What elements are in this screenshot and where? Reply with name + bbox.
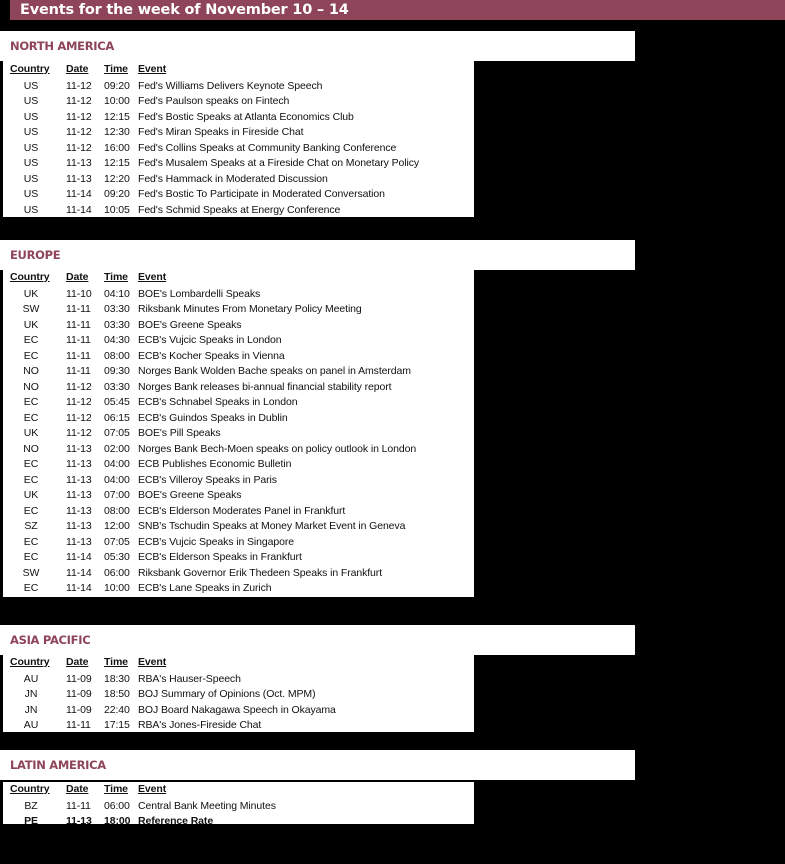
cell-country: EC <box>23 473 39 486</box>
cell-date: 11-13 <box>66 489 92 501</box>
cell-date: 11-12 <box>66 126 92 138</box>
section-title: LATIN AMERICA <box>0 750 635 780</box>
cell-time: 10:00 <box>104 95 130 107</box>
cell-event: Norges Bank releases bi-annual financial stability report <box>138 380 392 393</box>
table-row <box>3 411 474 427</box>
cell-event: ECB's Schnabel Speaks in London <box>138 396 298 408</box>
column-header-time: Time <box>104 783 128 795</box>
cell-country: EC <box>23 411 39 424</box>
table-row <box>3 535 474 551</box>
cell-country: NO <box>23 365 39 377</box>
cell-time: 03:30 <box>104 380 130 393</box>
column-header-date: Date <box>66 63 89 75</box>
table-row <box>3 203 474 219</box>
cell-time: 02:00 <box>104 442 130 455</box>
cell-time: 09:20 <box>104 79 130 92</box>
cell-time: 06:00 <box>104 799 130 812</box>
table-row <box>3 457 474 473</box>
cell-event: BOJ Summary of Opinions (Oct. MPM) <box>138 688 316 700</box>
cell-time: 22:40 <box>104 703 130 716</box>
column-header-date: Date <box>66 656 89 668</box>
table-row <box>3 110 474 126</box>
cell-event: ECB's Elderson Moderates Panel in Frankfurt <box>138 504 346 517</box>
cell-country: US <box>23 95 39 107</box>
cell-event: ECB's Kocher Speaks in Vienna <box>138 349 285 362</box>
cell-country: SW <box>22 566 40 579</box>
table-row <box>3 504 474 520</box>
cell-date: 11-14 <box>66 582 92 594</box>
cell-date: 11-11 <box>66 334 91 346</box>
cell-country: SW <box>22 303 40 315</box>
cell-time: 10:00 <box>104 582 130 594</box>
cell-time: 09:20 <box>104 188 130 200</box>
cell-country: UK <box>23 489 39 501</box>
cell-event: ECB's Guindos Speaks in Dublin <box>138 411 288 424</box>
cell-country: US <box>23 79 39 92</box>
table-row <box>3 672 474 688</box>
cell-country: JN <box>24 703 38 716</box>
cell-date: 11-13 <box>66 442 92 455</box>
cell-time: 06:00 <box>104 566 130 579</box>
table-row <box>3 349 474 365</box>
cell-time: 06:15 <box>104 411 130 424</box>
cell-time: 04:30 <box>104 334 130 346</box>
cell-event: Riksbank Governor Erik Thedeen Speaks in Frankfurt <box>138 566 383 579</box>
column-header-event: Event <box>138 271 167 283</box>
cell-event: RBA's Hauser-Speech <box>138 672 241 685</box>
table-row <box>3 380 474 396</box>
cell-event: Fed's Bostic Speaks at Atlanta Economics Club <box>138 110 354 123</box>
cell-time: 07:05 <box>104 535 130 548</box>
cell-date: 11-13 <box>66 535 92 548</box>
cell-date: 11-12 <box>66 396 92 408</box>
cell-time: 04:10 <box>104 287 130 300</box>
cell-country: SZ <box>24 520 38 532</box>
cell-time: 10:05 <box>104 203 130 216</box>
column-header-country: Country <box>10 63 50 75</box>
cell-event: BOE's Greene Speaks <box>138 489 242 501</box>
cell-country: EC <box>23 551 39 563</box>
cell-country: US <box>23 188 39 200</box>
cell-country: JN <box>24 688 38 700</box>
cell-event: Fed's Williams Delivers Keynote Speech <box>138 79 323 92</box>
table-row <box>3 187 474 203</box>
cell-time: 08:00 <box>104 349 130 362</box>
cell-country: AU <box>23 719 39 731</box>
cell-date: 11-13 <box>66 504 92 517</box>
cell-event: BOE's Pill Speaks <box>138 427 221 439</box>
cell-date: 11-12 <box>66 427 92 439</box>
cell-country: PE <box>24 815 38 827</box>
cell-country: EC <box>23 535 39 548</box>
cell-date: 11-09 <box>66 703 92 716</box>
table-row <box>3 94 474 110</box>
cell-time: 12:20 <box>104 172 130 185</box>
cell-country: AU <box>23 672 39 685</box>
cell-date: 11-12 <box>66 411 92 424</box>
column-header-time: Time <box>104 271 128 283</box>
cell-event: Central Bank Meeting Minutes <box>138 799 276 812</box>
table-row <box>3 703 474 719</box>
table-row <box>3 156 474 172</box>
cell-country: BZ <box>24 799 38 812</box>
cell-time: 18:00 <box>104 815 131 827</box>
table-row <box>3 488 474 504</box>
cell-country: UK <box>23 427 39 439</box>
cell-event: ECB's Lane Speaks in Zurich <box>138 582 272 594</box>
cell-time: 18:30 <box>104 672 130 685</box>
cell-event: Riksbank Minutes From Monetary Policy Meeting <box>138 303 362 315</box>
table-header-row <box>3 271 474 287</box>
cell-event: Norges Bank Bech-Moen speaks on policy outlook in London <box>138 442 417 455</box>
page-title: Events for the week of November 10 – 14 <box>10 0 785 20</box>
cell-date: 11-11 <box>66 365 91 377</box>
section-title: NORTH AMERICA <box>0 31 635 61</box>
cell-event: ECB's Vujcic Speaks in Singapore <box>138 535 294 548</box>
cell-event: ECB's Vujcic Speaks in London <box>138 334 282 346</box>
cell-time: 05:30 <box>104 551 130 563</box>
table-row <box>3 473 474 489</box>
table-row <box>3 550 474 566</box>
table-row <box>3 581 474 597</box>
column-header-date: Date <box>66 271 89 283</box>
cell-country: US <box>23 141 39 154</box>
table-row <box>3 519 474 535</box>
cell-event: Fed's Collins Speaks at Community Banking Conference <box>138 141 397 154</box>
cell-event: RBA's Jones-Fireside Chat <box>138 719 262 731</box>
table-row <box>3 799 474 815</box>
table-row <box>3 395 474 411</box>
events-table <box>3 655 474 732</box>
table-row <box>3 426 474 442</box>
cell-country: EC <box>23 349 39 362</box>
cell-time: 08:00 <box>104 504 130 517</box>
cell-time: 04:00 <box>104 473 130 486</box>
table-row <box>3 141 474 157</box>
cell-date: 11-13 <box>66 458 92 470</box>
cell-time: 03:30 <box>104 318 130 331</box>
column-header-country: Country <box>10 656 50 668</box>
cell-date: 11-14 <box>66 551 92 563</box>
column-header-country: Country <box>10 271 50 283</box>
table-row <box>3 566 474 582</box>
cell-date: 11-12 <box>66 79 92 92</box>
section-title: EUROPE <box>0 240 635 270</box>
cell-event: BOE's Greene Speaks <box>138 318 242 331</box>
table-header-row <box>3 63 474 79</box>
column-header-country: Country <box>10 783 50 795</box>
table-row <box>3 287 474 303</box>
cell-event: BOJ Board Nakagawa Speech in Okayama <box>138 703 336 716</box>
cell-time: 05:45 <box>104 396 130 408</box>
cell-event: Fed's Paulson speaks on Fintech <box>138 95 290 107</box>
events-table <box>3 61 474 217</box>
cell-country: US <box>23 110 39 123</box>
cell-event: Fed's Musalem Speaks at a Fireside Chat on Monetary Policy <box>138 157 419 169</box>
table-row <box>3 364 474 380</box>
cell-time: 12:30 <box>104 126 130 138</box>
cell-event: Fed's Hammack in Moderated Discussion <box>138 172 328 185</box>
cell-event: Fed's Bostic To Participate in Moderated Conversation <box>138 188 385 200</box>
table-row <box>3 318 474 334</box>
cell-date: 11-11 <box>66 318 91 331</box>
cell-date: 11-14 <box>66 188 92 200</box>
cell-event: ECB's Elderson Speaks in Frankfurt <box>138 551 302 563</box>
cell-country: US <box>23 172 39 185</box>
cell-time: 12:00 <box>104 520 130 532</box>
cell-date: 11-13 <box>66 157 92 169</box>
cell-date: 11-11 <box>66 349 91 362</box>
cell-country: US <box>23 157 39 169</box>
cell-country: NO <box>23 442 39 455</box>
column-header-date: Date <box>66 783 89 795</box>
events-table <box>3 270 474 597</box>
cell-event: SNB's Tschudin Speaks at Money Market Event in Geneva <box>138 520 406 532</box>
cell-time: 04:00 <box>104 458 130 470</box>
cell-date: 11-12 <box>66 141 92 154</box>
table-header-row <box>3 656 474 672</box>
cell-date: 11-12 <box>66 95 92 107</box>
events-table <box>3 782 474 827</box>
column-header-event: Event <box>138 783 167 795</box>
table-row <box>3 333 474 349</box>
cell-time: 16:00 <box>104 141 130 154</box>
table-row <box>3 814 474 830</box>
cell-country: EC <box>23 504 39 517</box>
cell-time: 07:00 <box>104 489 130 501</box>
cell-country: EC <box>23 396 39 408</box>
table-row <box>3 442 474 458</box>
cell-time: 12:15 <box>104 110 130 123</box>
cell-date: 11-13 <box>66 815 92 827</box>
cell-event: Reference Rate <box>138 815 214 827</box>
cell-date: 11-14 <box>66 566 92 579</box>
cell-country: UK <box>23 318 39 331</box>
cell-country: UK <box>23 287 39 300</box>
table-row <box>3 79 474 95</box>
cell-event: ECB's Villeroy Speaks in Paris <box>138 473 277 486</box>
table-row <box>3 125 474 141</box>
cell-date: 11-13 <box>66 520 92 532</box>
table-row <box>3 687 474 703</box>
cell-country: EC <box>23 334 39 346</box>
table-row <box>3 172 474 188</box>
cell-time: 18:50 <box>104 688 130 700</box>
column-header-event: Event <box>138 656 167 668</box>
cell-time: 09:30 <box>104 365 130 377</box>
table-row <box>3 718 474 734</box>
cell-date: 11-12 <box>66 110 92 123</box>
cell-country: US <box>23 126 39 138</box>
cell-event: Fed's Schmid Speaks at Energy Conference <box>138 203 341 216</box>
cell-event: Fed's Miran Speaks in Fireside Chat <box>138 126 304 138</box>
column-header-event: Event <box>138 63 167 75</box>
cell-country: EC <box>23 582 39 594</box>
column-header-time: Time <box>104 656 128 668</box>
table-header-row <box>3 783 474 799</box>
cell-date: 11-14 <box>66 203 92 216</box>
cell-time: 12:15 <box>104 157 130 169</box>
cell-date: 11-13 <box>66 473 92 486</box>
cell-event: Norges Bank Wolden Bache speaks on panel in Amsterdam <box>138 365 411 377</box>
cell-date: 11-09 <box>66 672 92 685</box>
cell-country: US <box>23 203 39 216</box>
cell-date: 11-09 <box>66 688 92 700</box>
cell-country: NO <box>23 380 39 393</box>
cell-date: 11-13 <box>66 172 92 185</box>
cell-time: 17:15 <box>104 719 130 731</box>
column-header-time: Time <box>104 63 128 75</box>
cell-time: 07:05 <box>104 427 130 439</box>
cell-date: 11-11 <box>66 719 91 731</box>
cell-date: 11-12 <box>66 380 92 393</box>
cell-time: 03:30 <box>104 303 130 315</box>
cell-event: ECB Publishes Economic Bulletin <box>138 458 292 470</box>
cell-date: 11-11 <box>66 799 91 812</box>
table-row <box>3 302 474 318</box>
cell-country: EC <box>23 458 39 470</box>
section-title: ASIA PACIFIC <box>0 625 635 655</box>
cell-date: 11-11 <box>66 303 91 315</box>
cell-date: 11-10 <box>66 287 92 300</box>
cell-event: BOE's Lombardelli Speaks <box>138 287 261 300</box>
